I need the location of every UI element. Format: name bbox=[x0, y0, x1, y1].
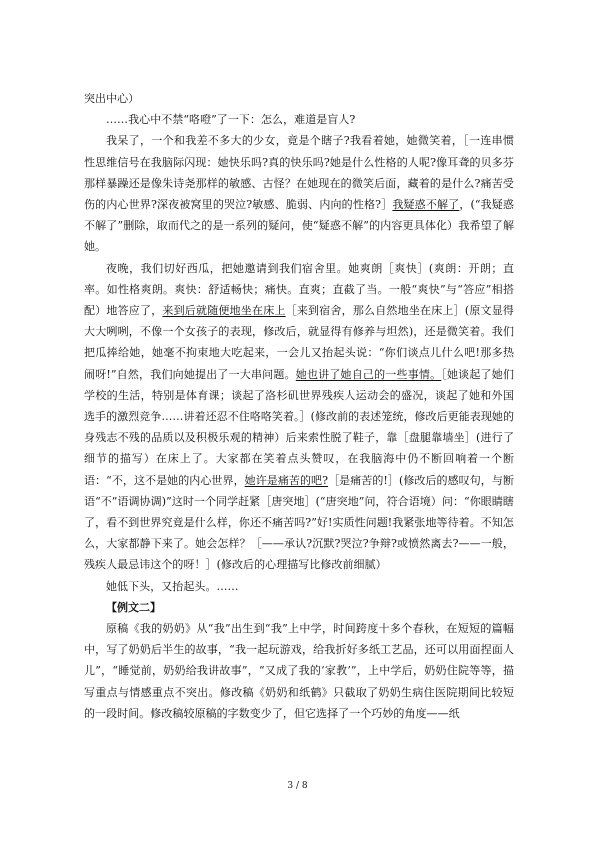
paragraph bbox=[84, 109, 514, 130]
underlined-phrase: 来到后就随便地坐在床上 bbox=[162, 304, 286, 318]
text-segment: 夜晚，我们切好西瓜，把她邀请到我们宿舍里。她爽朗［爽快］(爽朗：开朗；直率。如性格爽朗。爽快：舒适畅快；痛快。直爽；直截了当。一般“爽快”与“答应”相搭配）地答应了， bbox=[84, 261, 514, 318]
text-segment: 突出中心） bbox=[84, 92, 140, 105]
paragraph bbox=[84, 258, 514, 576]
paragraph bbox=[84, 576, 514, 597]
document-body bbox=[84, 88, 514, 724]
text-segment: 【例文二】 bbox=[106, 600, 161, 614]
page-number: 3 / 8 bbox=[287, 781, 308, 791]
text-segment: 她低下头，又抬起头。…… bbox=[106, 579, 239, 593]
text-segment: 原稿《我的奶奶》从“我”出生到“我”上中学，时间跨度十多个春秋，在短短的篇幅中，写了奶奶后半生的故事，“我一起玩游戏，给我折好多纸工艺品，还可以用面捏面人儿”，“睡觉前，奶奶给我讲故事”，“又成了我的‘家教’”，上中学后，奶奶住院等等，描写重点与情感重点不突出。修改稿《奶奶和纸鹤》只截取了奶奶生病住医院期间比较短的一段时间。修改稿较原稿的字数变少了，但它选择了一个巧妙的角度——纸 bbox=[84, 622, 514, 720]
paragraph bbox=[84, 88, 514, 109]
paragraph bbox=[84, 130, 514, 257]
text-segment: ，(“我疑惑不解了”删除，取而代之的是一系列的疑问，使“疑惑不解”的内容更具体化）我希望了解她。 bbox=[84, 198, 514, 254]
text-segment: ［来到宿舍，那么自然地坐在床上］(原文显得大大咧咧，不像一个女孩子的表现，修改后，就显得有修养与坦然)，还是微笑着。我们把瓜捧给她，她毫不拘束地大吃起来，一会儿又抬起头说：“你们谈点儿什么吧!那多热闹呀!”自然，我们向她提出了一大串问题。 bbox=[84, 304, 514, 381]
underlined-phrase: 我疑惑不解了 bbox=[392, 198, 460, 212]
text-segment: ［是痛苦的!］(修改后的感叹句，与断语“不”语调协调)”这时一个同学赶紧［唐突地］(“唐突地”问，符合语境）问：“你眼睛瞎了，看不到世界究竟是什么样，你还不痛苦吗?”好!实质性问题!我紧张地等待着。不知怎么，大家都静下来了。她会怎样？［——承认?沉默?哭泣?争辩?或愤然离去?——一般，残疾人最忌讳这个的呀！］(修改后的心理描写比修改前细腻） bbox=[84, 473, 514, 572]
text-segment: 我呆了，一个和我差不多大的少女，竟是个瞎子?我看着她，她微笑着，［一连串惯性思维信号在我脑际闪现：她快乐吗?真的快乐吗?她是什么性格的人呢?像耳聋的贝多芬那样暴躁还是像朱诗尧那样的敏感、古怪？在她现在的微笑后面，藏着的是什么?痛苦受伤的内心世界?深夜被窝里的哭泣?敏感、脆弱、内向的性格?］ bbox=[84, 134, 514, 212]
paragraph bbox=[84, 618, 514, 724]
underlined-phrase: 她许是痛苦的吧? bbox=[244, 473, 329, 487]
underlined-phrase: 她也讲了她自己的一些事情。 bbox=[295, 367, 442, 381]
text-segment: ［她谈起了她们学校的生活，特别是体育课；谈起了洛杉矶世界残疾人运动会的盛况，谈起了她和外国选手的激烈竞争……讲着还忍不住咯咯笑着。］(修改前的表述笼统，修改后更能表现她的身残志不残的品质以及积极乐观的精神）后来索性脱了鞋子，靠［盘腿靠墙坐］(进行了细节的描写）在床上了。大家都在笑着点头赞叹，在我脑海中仍不断回响着一个断语：“不，这不是她的内心世界， bbox=[84, 367, 514, 487]
section-heading bbox=[84, 597, 514, 618]
text-segment: ……我心中不禁“咯噔”了一下：怎么，难道是盲人? bbox=[106, 113, 356, 127]
